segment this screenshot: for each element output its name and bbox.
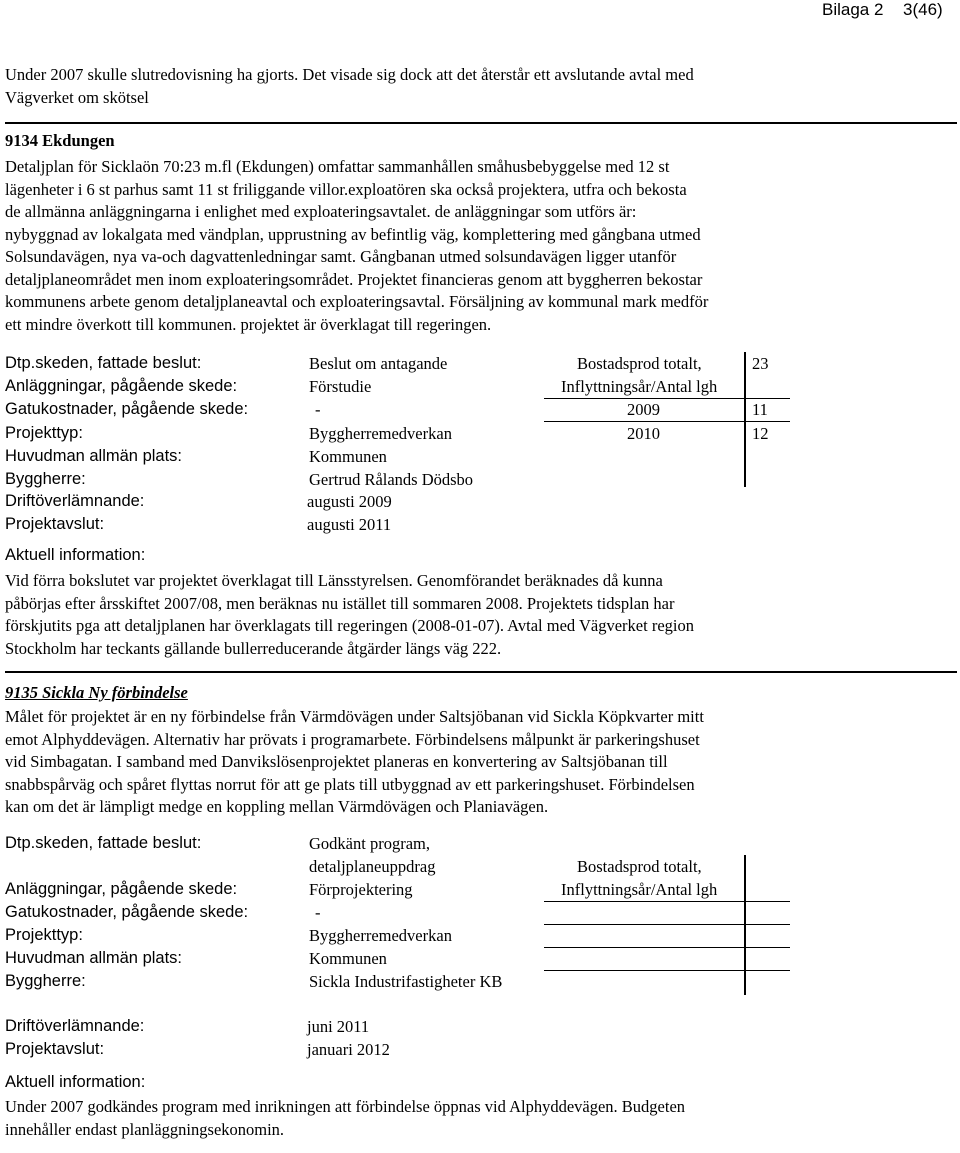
text-line: Detaljplan för Sicklaön 70:23 m.fl (Ekdungen) omfattar sammanhållen småhusbebyggelse med 12 st: [5, 157, 670, 176]
text-line: Vid förra bokslutet var projektet överklagat till Länsstyrelsen. Genomförandet beräknades då kunna: [5, 571, 663, 590]
text-line: Vägverket om skötsel: [5, 87, 149, 107]
table-divider: [544, 421, 790, 422]
field-label: Anläggningar, pågående skede:: [5, 377, 238, 395]
info-label-9134: Aktuell information:: [5, 546, 146, 564]
field-value: -: [315, 903, 321, 922]
section-title-9134: 9134 Ekdungen: [5, 131, 115, 150]
field-value: Beslut om antagande: [309, 354, 448, 373]
field-label: Dtp.skeden, fattade beslut:: [5, 834, 202, 852]
field-label: Gatukostnader, pågående skede:: [5, 903, 249, 921]
field-value: Kommunen: [309, 447, 387, 466]
housing-subheader: Inflyttningsår/Antal lgh: [561, 377, 718, 396]
text-line: kommunens arbete genom detaljplaneavtal och exploateringsavtal. Försäljning av kommunal mark medför: [5, 292, 709, 311]
text-line: påbörjas efter årsskiftet 2007/08, men beräknas nu istället till sommaren 2008. Projektets tidsplan har: [5, 593, 675, 613]
text-line: lägenheter i 6 st parhus samt 11 st friliggande villor.exploatören ska också projektera, utfra och bekosta: [5, 179, 687, 199]
housing-count: 11: [752, 400, 768, 419]
field-value: juni 2011: [307, 1017, 370, 1036]
field-value: Förstudie: [309, 377, 372, 396]
field-label: Byggherre:: [5, 470, 86, 488]
field-value: januari 2012: [307, 1040, 390, 1059]
table-vertical-rule: [744, 352, 746, 487]
text-line: emot Alphyddevägen. Alternativ har prövats i programarbete. Förbindelsens målpunkt är parkeringshuset: [5, 729, 700, 749]
appendix-label: Bilaga 2: [822, 0, 884, 19]
housing-year: 2010: [627, 424, 660, 443]
field-value: Sickla Industrifastigheter KB: [309, 972, 503, 991]
field-label: Projektavslut:: [5, 515, 105, 533]
text-line: nybyggnad av lokalgata med vändplan, upprustning av befintlig väg, komplettering med gångbana utmed: [5, 224, 701, 244]
housing-subheader: Inflyttningsår/Antal lgh: [561, 880, 718, 899]
section-rule: [5, 122, 957, 124]
table-divider: [544, 398, 790, 399]
field-label: Projekttyp:: [5, 926, 83, 944]
text-line: Målet för projektet är en ny förbindelse från Värmdövägen under Saltsjöbanan vid Sickla Köpkvarter mitt: [5, 707, 704, 726]
field-value: detaljplaneuppdrag: [309, 857, 436, 876]
field-label: Driftöverlämnande:: [5, 492, 145, 510]
text-line: Stockholm har teckants gällande bullerreducerande åtgärder längs väg 222.: [5, 638, 502, 658]
text-line: innehåller endast planläggningsekonomin.: [5, 1119, 285, 1139]
text-line: kan om det är lämpligt medge en koppling mellan Värmdövägen och Planiavägen.: [5, 797, 549, 816]
field-label: Gatukostnader, pågående skede:: [5, 400, 249, 418]
text-line: Solsundavägen, nya va-och dagvattenledningar samt. Gångbanan utmed solsundavägen ligger utanför: [5, 247, 677, 266]
field-label: Anläggningar, pågående skede:: [5, 880, 238, 898]
field-label: Driftöverlämnande:: [5, 1017, 145, 1035]
table-divider: [544, 970, 790, 971]
text-line: Under 2007 godkändes program med inrikningen att förbindelse öppnas vid Alphyddevägen. Budgeten: [5, 1097, 686, 1116]
text-line: detaljplaneområdet men inom exploateringsområdet. Projektet financieras genom att byggherren bekostar: [5, 269, 703, 289]
field-label: Huvudman allmän plats:: [5, 949, 183, 967]
field-label: Projektavslut:: [5, 1040, 105, 1058]
field-value: -: [315, 400, 321, 419]
field-value: Förprojektering: [309, 880, 413, 899]
table-vertical-rule: [744, 855, 746, 995]
text-line: vid Simbagatan. I samband med Danvikslösenprojektet planeras en konvertering av Saltsjöbanan till: [5, 752, 668, 771]
section-9134-description: [5, 156, 708, 336]
field-value: Kommunen: [309, 949, 387, 968]
field-label: Projekttyp:: [5, 424, 83, 442]
text-line: snabbspårväg och spåret flyttas norrut för att ge plats till utbyggnad av ett parkeringshuset. Förbindelsen: [5, 774, 695, 794]
info-label-9135: Aktuell information:: [5, 1073, 146, 1091]
field-value: Godkänt program,: [309, 834, 430, 853]
housing-header: Bostadsprod totalt,: [577, 354, 702, 373]
section-rule: [5, 671, 957, 673]
text-line: Under 2007 skulle slutredovisning ha gjorts. Det visade sig dock att det återstår ett avslutande avtal med: [5, 65, 694, 84]
section-9135-description: [5, 706, 704, 819]
field-value: augusti 2011: [307, 515, 392, 534]
info-text-9134: [5, 570, 694, 660]
housing-total: 23: [752, 354, 769, 373]
table-divider: [544, 924, 790, 925]
field-value: augusti 2009: [307, 492, 392, 511]
field-value: Byggherremedverkan: [309, 926, 452, 945]
field-value: Byggherremedverkan: [309, 424, 452, 443]
table-divider: [544, 901, 790, 902]
housing-header: Bostadsprod totalt,: [577, 857, 702, 876]
field-label: Dtp.skeden, fattade beslut:: [5, 354, 202, 372]
text-line: de allmänna anläggningarna i enlighet med exploateringsavtalet. de anläggningar som utförs är:: [5, 202, 637, 221]
text-line: ett mindre överkott till kommunen. projektet är överklagat till regeringen.: [5, 314, 492, 334]
housing-year: 2009: [627, 400, 660, 419]
intro-paragraph: [5, 64, 694, 109]
section-title-9135: 9135 Sickla Ny förbindelse: [5, 683, 188, 702]
field-label: Byggherre:: [5, 972, 86, 990]
info-text-9135: [5, 1096, 685, 1141]
field-label: Huvudman allmän plats:: [5, 447, 183, 465]
housing-count: 12: [752, 424, 769, 443]
field-value: Gertrud Rålands Dödsbo: [309, 470, 474, 489]
table-divider: [544, 947, 790, 948]
page-number: 3(46): [903, 0, 943, 19]
text-line: förskjutits pga att detaljplanen har överklagats till regeringen (2008-01-07). Avtal med Vägverket region: [5, 616, 694, 635]
